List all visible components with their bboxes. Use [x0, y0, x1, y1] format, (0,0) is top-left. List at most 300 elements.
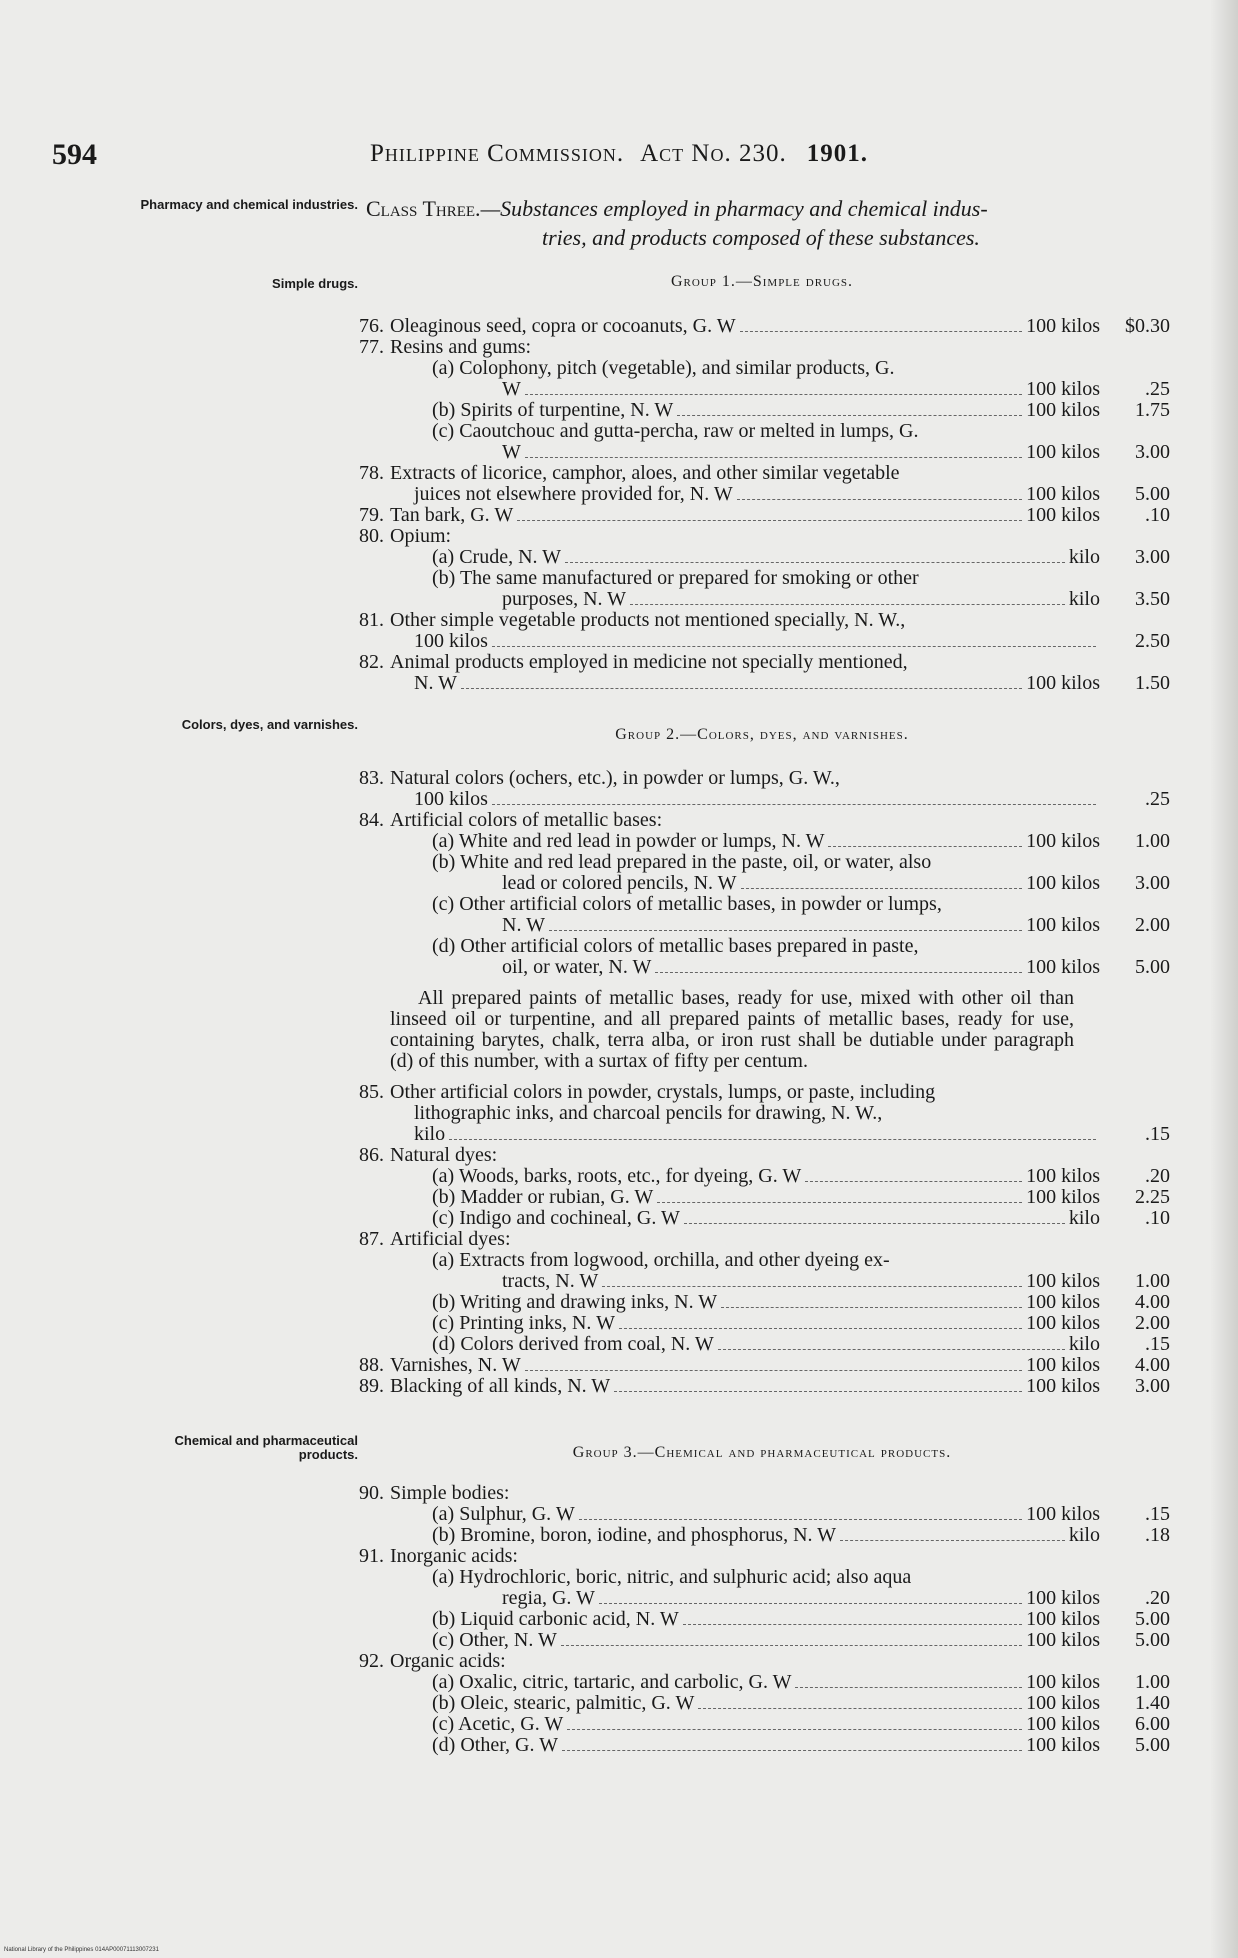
- class-label: Class Three.: [366, 196, 481, 221]
- item-text: (b) Oleic, stearic, palmitic, G. W: [432, 1692, 695, 1714]
- item-body: [390, 1672, 1100, 1693]
- item-text: tracts, N. W: [502, 1270, 599, 1292]
- leader-dots: [525, 394, 1022, 395]
- item-unit: 100 kilos: [1026, 1186, 1100, 1208]
- item-body: [390, 652, 1100, 673]
- item-rate: 2.00: [1135, 1312, 1170, 1334]
- item-text: (c) Indigo and cochineal, G. W: [432, 1207, 680, 1229]
- item-body: [390, 1313, 1100, 1334]
- leader-dots: [602, 1286, 1022, 1287]
- item-body: [390, 568, 1100, 589]
- item-body: [390, 337, 1100, 358]
- act-number: Act No. 230.: [640, 140, 787, 167]
- item-unit: kilo: [1068, 588, 1100, 610]
- item-body: [390, 316, 1100, 337]
- tariff-row: [350, 1187, 1170, 1208]
- item-rate: .25: [1145, 378, 1170, 400]
- item-text: Organic acids:: [390, 1650, 506, 1672]
- scan-footer: [4, 1947, 159, 1953]
- item-number: 77.: [359, 336, 384, 358]
- item-rate: 5.00: [1135, 483, 1170, 505]
- item-text: (a) Colophony, pitch (vegetable), and similar products, G.: [432, 357, 895, 379]
- running-title: Philippine Commission.: [370, 140, 625, 167]
- item-body: [390, 1525, 1100, 1546]
- item-body: [390, 526, 1100, 547]
- item-text: (b) White and red lead prepared in the paste, oil, or water, also: [432, 851, 932, 873]
- leader-dots: [549, 930, 1022, 931]
- item-unit: 100 kilos: [1026, 1692, 1100, 1714]
- item-text: purposes, N. W: [502, 588, 627, 610]
- leader-dots: [698, 1708, 1022, 1709]
- item-number: 83.: [359, 767, 384, 789]
- tariff-row: [350, 442, 1170, 463]
- tariff-row: [350, 957, 1170, 978]
- item-body: [390, 1208, 1100, 1229]
- item-text: regia, G. W: [502, 1587, 595, 1609]
- item-rate: 1.75: [1135, 399, 1170, 421]
- tariff-row: [350, 1525, 1170, 1546]
- tariff-row: [350, 1672, 1170, 1693]
- item-rate: 1.50: [1135, 672, 1170, 694]
- item-unit: 100 kilos: [1026, 1629, 1100, 1651]
- page-edge-shadow: [1210, 0, 1238, 1958]
- item-text: W: [502, 378, 521, 400]
- item-unit: 100 kilos: [1026, 483, 1100, 505]
- item-body: [390, 400, 1100, 421]
- item-unit: 100 kilos: [1026, 956, 1100, 978]
- item-text: lead or colored pencils, N. W: [502, 872, 737, 894]
- tariff-row: [350, 1504, 1170, 1525]
- tariff-row: [350, 1588, 1170, 1609]
- item-text: (d) Colors derived from coal, N. W: [432, 1333, 714, 1355]
- tariff-row: [350, 1166, 1170, 1187]
- item-text: Other simple vegetable products not mentioned specially, N. W.,: [390, 609, 906, 631]
- item-body: [390, 1567, 1100, 1588]
- leader-dots: [599, 1603, 1022, 1604]
- leader-dots: [630, 604, 1065, 605]
- leader-dots: [619, 1328, 1022, 1329]
- leader-dots: [655, 972, 1022, 973]
- tariff-row: [350, 1609, 1170, 1630]
- tariff-row: [350, 1292, 1170, 1313]
- tariff-row: [350, 421, 1170, 442]
- item-rate: 3.00: [1135, 872, 1170, 894]
- tariff-row: [350, 1250, 1170, 1271]
- item-unit: 100 kilos: [1026, 1608, 1100, 1630]
- item-rate: .10: [1145, 504, 1170, 526]
- tariff-row: [350, 894, 1170, 915]
- item-rate: .25: [1145, 788, 1170, 810]
- item-text: Tan bark, G. W: [390, 504, 514, 526]
- tariff-row: [350, 400, 1170, 421]
- tariff-row: [350, 810, 1170, 831]
- tariff-row: [350, 873, 1170, 894]
- footer-credit: National Library of the Philippines: [4, 1947, 94, 1953]
- item-body: [390, 1292, 1100, 1313]
- leader-dots: [795, 1687, 1022, 1688]
- item-rate: 6.00: [1135, 1713, 1170, 1735]
- item-unit: kilo: [1068, 546, 1100, 568]
- tariff-row: [350, 789, 1170, 810]
- item-unit: 100 kilos: [1026, 914, 1100, 936]
- item-rate: 5.00: [1135, 1629, 1170, 1651]
- leader-dots: [840, 1540, 1065, 1541]
- leader-dots: [657, 1202, 1022, 1203]
- item-body: [390, 442, 1100, 463]
- margin-note-class: Pharmacy and chemical industries.: [140, 197, 358, 212]
- item-number: 90.: [359, 1482, 384, 1504]
- tariff-row: [350, 673, 1170, 694]
- item-number: 79.: [359, 504, 384, 526]
- leader-dots: [562, 1750, 1022, 1751]
- leader-dots: [565, 562, 1065, 563]
- tariff-row: [350, 1103, 1170, 1124]
- leader-dots: [684, 1223, 1065, 1224]
- item-text: (c) Caoutchouc and gutta-percha, raw or melted in lumps, G.: [432, 420, 919, 442]
- tariff-row: [350, 337, 1170, 358]
- item-body: [390, 1124, 1100, 1145]
- item-number: 78.: [359, 462, 384, 484]
- item-unit: 100 kilos: [1026, 1270, 1100, 1292]
- margin-note-group2: Colors, dyes, and varnishes.: [181, 717, 358, 732]
- item-text: W: [502, 441, 521, 463]
- item-unit: 100 kilos: [1026, 315, 1100, 337]
- item-body: [390, 1735, 1100, 1756]
- tariff-row: [350, 1229, 1170, 1250]
- item-rate: .10: [1145, 1207, 1170, 1229]
- item-number: 80.: [359, 525, 384, 547]
- item-text: (c) Other, N. W: [432, 1629, 557, 1651]
- group3-items: [350, 1483, 1170, 1756]
- item-text: (b) Writing and drawing inks, N. W: [432, 1291, 718, 1313]
- tariff-row: [350, 589, 1170, 610]
- item-body: [390, 873, 1100, 894]
- tariff-row: [350, 1145, 1170, 1166]
- tariff-row: [350, 484, 1170, 505]
- item-text: (b) The same manufactured or prepared for smoking or other: [432, 567, 919, 589]
- tariff-row: [350, 379, 1170, 400]
- leader-dots: [461, 688, 1022, 689]
- item-body: [390, 768, 1100, 789]
- item-body: [390, 936, 1100, 957]
- tariff-row: [350, 936, 1170, 957]
- item-text: (b) Spirits of turpentine, N. W: [432, 399, 674, 421]
- tariff-row: [350, 505, 1170, 526]
- item-rate: 2.00: [1135, 914, 1170, 936]
- item-body: [390, 1103, 1100, 1124]
- item-unit: kilo: [1068, 1524, 1100, 1546]
- tariff-row: [350, 631, 1170, 652]
- item-rate: 2.50: [1135, 630, 1170, 652]
- item-body: [390, 1334, 1100, 1355]
- item-unit: 100 kilos: [1026, 1734, 1100, 1756]
- item-body: [390, 1504, 1100, 1525]
- tariff-row: [350, 526, 1170, 547]
- tariff-row: [350, 1693, 1170, 1714]
- leader-dots: [741, 888, 1023, 889]
- item-rate: 1.00: [1135, 1270, 1170, 1292]
- tariff-row: [350, 1651, 1170, 1672]
- item-unit: 100 kilos: [1026, 1291, 1100, 1313]
- item-text: Animal products employed in medicine not specially mentioned,: [390, 651, 908, 673]
- item-body: [390, 379, 1100, 400]
- tariff-row: [350, 547, 1170, 568]
- item-number: 81.: [359, 609, 384, 631]
- item-text: oil, or water, N. W: [502, 956, 652, 978]
- tariff-row: [350, 1376, 1170, 1397]
- item-rate: 3.50: [1135, 588, 1170, 610]
- item-unit: 100 kilos: [1026, 399, 1100, 421]
- group2-heading: Group 2.—Colors, dyes, and varnishes.: [615, 726, 909, 743]
- tariff-row: [350, 1355, 1170, 1376]
- leader-dots: [828, 846, 1022, 847]
- item-number: 85.: [359, 1081, 384, 1103]
- item-text: Opium:: [390, 525, 452, 547]
- item-unit: 100 kilos: [1026, 1587, 1100, 1609]
- item-rate: 5.00: [1135, 1734, 1170, 1756]
- item-body: [390, 1145, 1100, 1166]
- item-rate: 2.25: [1135, 1186, 1170, 1208]
- item-number: 88.: [359, 1354, 384, 1376]
- item-text: (b) Bromine, boron, iodine, and phosphorus, N. W: [432, 1524, 837, 1546]
- item-text: Artificial dyes:: [390, 1228, 511, 1250]
- leader-dots: [683, 1624, 1022, 1625]
- item-text: Varnishes, N. W: [390, 1354, 521, 1376]
- tariff-row: [350, 1271, 1170, 1292]
- item-number: 92.: [359, 1650, 384, 1672]
- item-text: (d) Other, G. W: [432, 1734, 559, 1756]
- item-text: Resins and gums:: [390, 336, 532, 358]
- margin-note-group1: Simple drugs.: [272, 276, 358, 291]
- item-body: [390, 915, 1100, 936]
- margin-note-group3: Chemical and pharmaceutical products.: [174, 1433, 358, 1462]
- item-text: (a) Woods, barks, roots, etc., for dyeing, G. W: [432, 1165, 802, 1187]
- leader-dots: [718, 1349, 1065, 1350]
- item-unit: 100 kilos: [1026, 872, 1100, 894]
- item-body: [390, 1588, 1100, 1609]
- leader-dots: [492, 646, 1096, 647]
- item-unit: 100 kilos: [1026, 1671, 1100, 1693]
- item-text: (c) Acetic, G. W: [432, 1713, 564, 1735]
- tariff-row: [350, 652, 1170, 673]
- tariff-row: [350, 1714, 1170, 1735]
- group3-heading: Group 3.—Chemical and pharmaceutical products.: [572, 1444, 952, 1461]
- leader-dots: [805, 1181, 1022, 1182]
- tariff-row: [350, 1630, 1170, 1651]
- item-body: [390, 589, 1100, 610]
- item-unit: kilo: [1068, 1333, 1100, 1355]
- item-text: 100 kilos: [414, 630, 488, 652]
- item-body: [390, 358, 1100, 379]
- item-unit: 100 kilos: [1026, 504, 1100, 526]
- leader-dots: [614, 1391, 1022, 1392]
- item-text: (b) Madder or rubian, G. W: [432, 1186, 654, 1208]
- leader-dots: [525, 457, 1022, 458]
- item-text: N. W: [502, 914, 545, 936]
- item-body: [390, 852, 1100, 873]
- item-unit: 100 kilos: [1026, 672, 1100, 694]
- item-body: [390, 789, 1100, 810]
- item-body: [390, 1271, 1100, 1292]
- tariff-row: [350, 1483, 1170, 1504]
- tariff-row: [350, 1567, 1170, 1588]
- tariff-row: [350, 1334, 1170, 1355]
- item-body: [390, 957, 1100, 978]
- item-rate: .15: [1145, 1123, 1170, 1145]
- item-unit: 100 kilos: [1026, 1165, 1100, 1187]
- tariff-row: [350, 610, 1170, 631]
- item-unit: 100 kilos: [1026, 441, 1100, 463]
- item-text: (c) Printing inks, N. W: [432, 1312, 615, 1334]
- item-body: [390, 1714, 1100, 1735]
- item-body: [390, 673, 1100, 694]
- item-text: (b) Liquid carbonic acid, N. W: [432, 1608, 679, 1630]
- item-body: [390, 1609, 1100, 1630]
- running-header: [0, 140, 1238, 168]
- item-text: Inorganic acids:: [390, 1545, 518, 1567]
- group2-items: [350, 768, 1170, 1397]
- group1-items: [350, 316, 1170, 694]
- item-body: [390, 1693, 1100, 1714]
- leader-dots: [492, 804, 1096, 805]
- item-rate: .20: [1145, 1165, 1170, 1187]
- item-rate: 5.00: [1135, 956, 1170, 978]
- item-rate: 3.00: [1135, 441, 1170, 463]
- item-body: [390, 1229, 1100, 1250]
- item-text: N. W: [414, 672, 457, 694]
- item-body: [390, 810, 1100, 831]
- paragraph-note: All prepared paints of metallic bases, ready for use, mixed with other oil than linseed oil or turpentine, and all prepared paints of metallic bases, ready for use, containing barytes, chalk, terra alba, or iron rust shall be dutiable under paragraph (d) of this number, with a surtax of fifty per centum.: [390, 987, 1074, 1072]
- tariff-row: [350, 915, 1170, 936]
- tariff-row: [350, 768, 1170, 789]
- footer-code: 014AP00071113007231: [95, 1947, 159, 1953]
- item-rate: .20: [1145, 1587, 1170, 1609]
- item-text: Artificial colors of metallic bases:: [390, 809, 663, 831]
- tariff-row: [350, 316, 1170, 337]
- tariff-row: [350, 1546, 1170, 1567]
- tariff-row: [350, 852, 1170, 873]
- item-text: 100 kilos: [414, 788, 488, 810]
- item-unit: 100 kilos: [1026, 1503, 1100, 1525]
- tariff-row: [350, 1082, 1170, 1103]
- class-heading: [366, 194, 1158, 252]
- item-rate: .15: [1145, 1333, 1170, 1355]
- item-rate: 4.00: [1135, 1291, 1170, 1313]
- item-rate: 3.00: [1135, 546, 1170, 568]
- header-year: 1901.: [806, 140, 868, 167]
- item-body: [390, 484, 1100, 505]
- item-text: lithographic inks, and charcoal pencils for drawing, N. W.,: [414, 1102, 883, 1124]
- item-body: [390, 1546, 1100, 1567]
- item-unit: 100 kilos: [1026, 1312, 1100, 1334]
- item-number: 76.: [359, 315, 384, 337]
- leader-dots: [517, 520, 1022, 521]
- item-text: (d) Other artificial colors of metallic bases prepared in paste,: [432, 935, 919, 957]
- item-rate: 1.40: [1135, 1692, 1170, 1714]
- item-number: 87.: [359, 1228, 384, 1250]
- item-text: Oleaginous seed, copra or cocoanuts, G. W: [390, 315, 736, 337]
- item-body: [390, 894, 1100, 915]
- item-number: 89.: [359, 1375, 384, 1397]
- item-number: 82.: [359, 651, 384, 673]
- item-unit: 100 kilos: [1026, 1713, 1100, 1735]
- item-text: Other artificial colors in powder, crystals, lumps, or paste, including: [390, 1081, 936, 1103]
- item-text: Extracts of licorice, camphor, aloes, and other similar vegetable: [390, 462, 900, 484]
- item-body: [390, 610, 1100, 631]
- leader-dots: [525, 1370, 1022, 1371]
- item-text: (a) Oxalic, citric, tartaric, and carbolic, G. W: [432, 1671, 792, 1693]
- item-body: [390, 1376, 1100, 1397]
- leader-dots: [567, 1729, 1022, 1730]
- item-body: [390, 1630, 1100, 1651]
- item-unit: 100 kilos: [1026, 830, 1100, 852]
- item-text: Natural dyes:: [390, 1144, 498, 1166]
- leader-dots: [740, 331, 1022, 332]
- item-text: (c) Other artificial colors of metallic bases, in powder or lumps,: [432, 893, 942, 915]
- leader-dots: [449, 1139, 1096, 1140]
- leader-dots: [721, 1307, 1022, 1308]
- item-text: (a) White and red lead in powder or lumps, N. W: [432, 830, 825, 852]
- item-text: (a) Crude, N. W: [432, 546, 562, 568]
- item-rate: 3.00: [1135, 1375, 1170, 1397]
- tariff-row: [350, 1735, 1170, 1756]
- leader-dots: [737, 499, 1022, 500]
- item-rate: 4.00: [1135, 1354, 1170, 1376]
- item-text: Simple bodies:: [390, 1482, 510, 1504]
- item-number: 91.: [359, 1545, 384, 1567]
- item-unit: 100 kilos: [1026, 1354, 1100, 1376]
- item-text: Natural colors (ochers, etc.), in powder or lumps, G. W.,: [390, 767, 840, 789]
- item-unit: 100 kilos: [1026, 378, 1100, 400]
- item-rate: 1.00: [1135, 1671, 1170, 1693]
- item-body: [390, 1187, 1100, 1208]
- tariff-row: [350, 1208, 1170, 1229]
- item-text: (a) Hydrochloric, boric, nitric, and sulphuric acid; also aqua: [432, 1566, 912, 1588]
- item-body: [390, 831, 1100, 852]
- item-text: (a) Sulphur, G. W: [432, 1503, 575, 1525]
- item-text: Blacking of all kinds, N. W: [390, 1375, 611, 1397]
- item-body: [390, 631, 1100, 652]
- tariff-row: [350, 568, 1170, 589]
- item-rate: $0.30: [1125, 315, 1170, 337]
- item-body: [390, 1651, 1100, 1672]
- leader-dots: [579, 1519, 1022, 1520]
- item-body: [390, 505, 1100, 526]
- item-text: juices not elsewhere provided for, N. W: [414, 483, 733, 505]
- leader-dots: [561, 1645, 1022, 1646]
- tariff-row: [350, 1313, 1170, 1334]
- item-rate: .15: [1145, 1503, 1170, 1525]
- item-body: [390, 463, 1100, 484]
- item-body: [390, 1082, 1100, 1103]
- item-body: [390, 1250, 1100, 1271]
- item-body: [390, 1355, 1100, 1376]
- item-rate: 5.00: [1135, 1608, 1170, 1630]
- tariff-row: [350, 831, 1170, 852]
- item-rate: 1.00: [1135, 830, 1170, 852]
- item-unit: kilo: [1068, 1207, 1100, 1229]
- item-body: [390, 421, 1100, 442]
- class-text-line2: tries, and products composed of these substances.: [542, 225, 980, 250]
- item-text: (a) Extracts from logwood, orchilla, and other dyeing ex-: [432, 1249, 890, 1271]
- tariff-row: [350, 1124, 1170, 1145]
- class-text-line1: —Substances employed in pharmacy and chemical indus-: [480, 196, 988, 221]
- leader-dots: [677, 415, 1022, 416]
- tariff-row: [350, 358, 1170, 379]
- group1-heading: Group 1.—Simple drugs.: [670, 273, 854, 290]
- item-body: [390, 547, 1100, 568]
- item-number: 84.: [359, 809, 384, 831]
